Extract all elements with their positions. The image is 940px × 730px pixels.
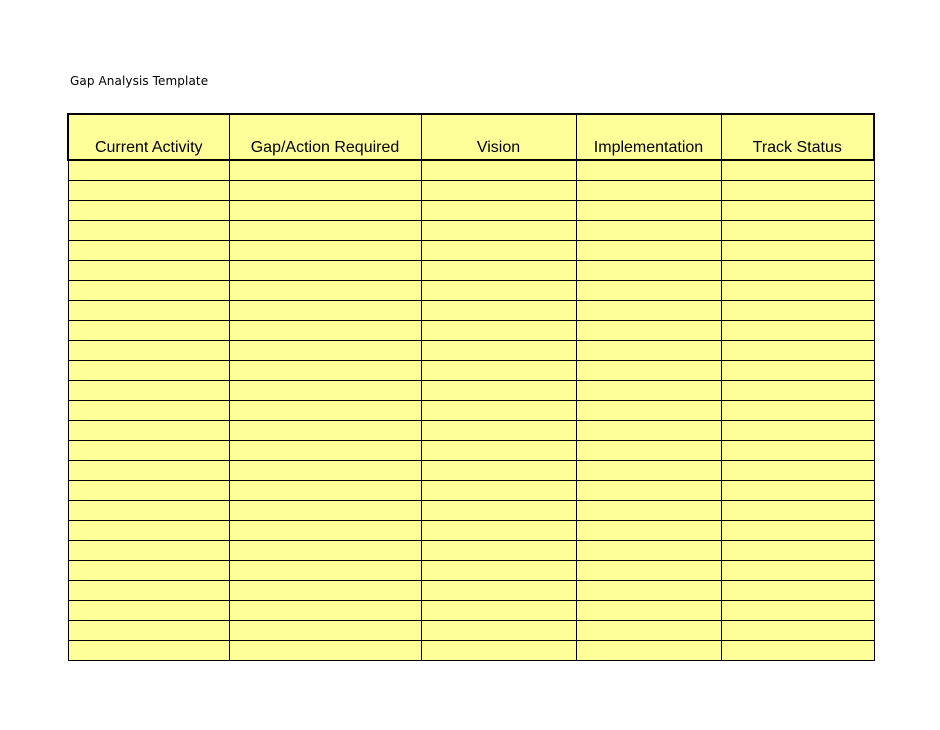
table-cell[interactable] [721, 201, 874, 221]
table-cell[interactable] [421, 501, 576, 521]
table-cell[interactable] [576, 461, 721, 481]
table-cell[interactable] [68, 241, 229, 261]
column-header-current-activity: Current Activity [68, 114, 229, 160]
table-cell[interactable] [421, 221, 576, 241]
table-cell[interactable] [421, 281, 576, 301]
table-cell[interactable] [68, 581, 229, 601]
table-cell[interactable] [229, 160, 421, 181]
table-cell[interactable] [576, 601, 721, 621]
table-row [68, 321, 874, 341]
table-cell[interactable] [576, 261, 721, 281]
table-cell[interactable] [68, 621, 229, 641]
table-cell[interactable] [421, 301, 576, 321]
table-cell[interactable] [721, 301, 874, 321]
table-cell[interactable] [421, 601, 576, 621]
table-cell[interactable] [421, 441, 576, 461]
table-row [68, 341, 874, 361]
table-cell[interactable] [721, 221, 874, 241]
column-header-implementation: Implementation [576, 114, 721, 160]
table-cell[interactable] [229, 581, 421, 601]
table-cell[interactable] [68, 341, 229, 361]
table-cell[interactable] [721, 441, 874, 461]
table-row [68, 381, 874, 401]
table-cell[interactable] [421, 241, 576, 261]
table-row [68, 241, 874, 261]
table-cell[interactable] [721, 381, 874, 401]
table-cell[interactable] [576, 641, 721, 661]
table-cell[interactable] [721, 521, 874, 541]
table-row [68, 160, 874, 181]
header-row [68, 114, 874, 160]
table-cell[interactable] [421, 381, 576, 401]
table-cell[interactable] [576, 501, 721, 521]
table-cell[interactable] [421, 160, 576, 181]
table-cell[interactable] [68, 261, 229, 281]
table-cell[interactable] [576, 281, 721, 301]
table-cell[interactable] [421, 341, 576, 361]
table-cell[interactable] [68, 201, 229, 221]
table-cell[interactable] [421, 461, 576, 481]
table-cell[interactable] [576, 401, 721, 421]
table-row [68, 521, 874, 541]
table-cell[interactable] [229, 201, 421, 221]
table-cell[interactable] [576, 321, 721, 341]
table-row [68, 281, 874, 301]
table-cell[interactable] [68, 160, 229, 181]
table-cell[interactable] [721, 261, 874, 281]
table-cell[interactable] [721, 481, 874, 501]
table-cell[interactable] [576, 301, 721, 321]
table-cell[interactable] [421, 201, 576, 221]
table-cell[interactable] [421, 361, 576, 381]
table-cell[interactable] [68, 521, 229, 541]
table-row [68, 621, 874, 641]
table-row [68, 401, 874, 421]
table-cell[interactable] [421, 581, 576, 601]
table-cell[interactable] [576, 421, 721, 441]
table-cell[interactable] [576, 341, 721, 361]
table-cell[interactable] [721, 321, 874, 341]
table-row [68, 541, 874, 561]
table-cell[interactable] [721, 641, 874, 661]
table-cell[interactable] [576, 221, 721, 241]
table-cell[interactable] [229, 501, 421, 521]
column-header-track-status: Track Status [721, 114, 874, 160]
table-cell[interactable] [576, 481, 721, 501]
table-cell[interactable] [576, 541, 721, 561]
table-cell[interactable] [576, 561, 721, 581]
table-cell[interactable] [721, 501, 874, 521]
table-cell[interactable] [421, 541, 576, 561]
table-row [68, 361, 874, 381]
table-cell[interactable] [576, 521, 721, 541]
table-row [68, 481, 874, 501]
table-row [68, 201, 874, 221]
table-cell[interactable] [229, 221, 421, 241]
table-row [68, 441, 874, 461]
table-row [68, 561, 874, 581]
table-cell[interactable] [68, 381, 229, 401]
table-cell[interactable] [68, 561, 229, 581]
table-cell[interactable] [576, 160, 721, 181]
table-cell[interactable] [68, 301, 229, 321]
table-cell[interactable] [229, 441, 421, 461]
table-cell[interactable] [229, 421, 421, 441]
table-cell[interactable] [68, 321, 229, 341]
table-cell[interactable] [576, 381, 721, 401]
table-row [68, 641, 874, 661]
table-row [68, 261, 874, 281]
table-cell[interactable] [721, 241, 874, 261]
table-cell[interactable] [68, 361, 229, 381]
table-body [68, 160, 874, 661]
column-header-vision: Vision [421, 114, 576, 160]
table-cell[interactable] [229, 401, 421, 421]
table-cell[interactable] [229, 241, 421, 261]
table-cell[interactable] [576, 621, 721, 641]
table-cell[interactable] [421, 401, 576, 421]
table-cell[interactable] [721, 160, 874, 181]
gap-analysis-table [67, 113, 875, 661]
table-cell[interactable] [229, 461, 421, 481]
table-cell[interactable] [229, 621, 421, 641]
table-cell[interactable] [229, 641, 421, 661]
table-cell[interactable] [721, 361, 874, 381]
table-cell[interactable] [229, 561, 421, 581]
table-cell[interactable] [229, 341, 421, 361]
table-cell[interactable] [229, 481, 421, 501]
table-cell[interactable] [421, 641, 576, 661]
table-cell[interactable] [721, 461, 874, 481]
table-cell[interactable] [229, 541, 421, 561]
table-cell[interactable] [576, 241, 721, 261]
table-cell[interactable] [721, 401, 874, 421]
table-cell[interactable] [721, 281, 874, 301]
table-cell[interactable] [576, 441, 721, 461]
table-cell[interactable] [421, 421, 576, 441]
table-cell[interactable] [68, 501, 229, 521]
table-cell[interactable] [68, 181, 229, 201]
table-cell[interactable] [68, 481, 229, 501]
table-cell[interactable] [421, 181, 576, 201]
table-cell[interactable] [721, 421, 874, 441]
table-row [68, 581, 874, 601]
table-cell[interactable] [68, 441, 229, 461]
page-title: Gap Analysis Template [70, 74, 209, 88]
table-cell[interactable] [721, 561, 874, 581]
table-cell[interactable] [721, 601, 874, 621]
table-row [68, 501, 874, 521]
table-cell[interactable] [68, 401, 229, 421]
table-cell[interactable] [68, 641, 229, 661]
table-cell[interactable] [68, 461, 229, 481]
table-row [68, 181, 874, 201]
table-cell[interactable] [229, 361, 421, 381]
table-cell[interactable] [721, 541, 874, 561]
table-cell[interactable] [576, 361, 721, 381]
table-cell[interactable] [576, 201, 721, 221]
table-cell[interactable] [421, 261, 576, 281]
table-row [68, 301, 874, 321]
table-cell[interactable] [421, 321, 576, 341]
table-cell[interactable] [421, 521, 576, 541]
table-cell[interactable] [721, 181, 874, 201]
table-cell[interactable] [68, 281, 229, 301]
table-row [68, 221, 874, 241]
column-header-gap-action-required: Gap/Action Required [229, 114, 421, 160]
table-cell[interactable] [421, 561, 576, 581]
table-cell[interactable] [229, 281, 421, 301]
table-cell[interactable] [229, 601, 421, 621]
table-cell[interactable] [576, 181, 721, 201]
table-cell[interactable] [421, 621, 576, 641]
table-cell[interactable] [721, 581, 874, 601]
table-cell[interactable] [421, 481, 576, 501]
table-cell[interactable] [229, 261, 421, 281]
table-cell[interactable] [576, 581, 721, 601]
table-cell[interactable] [721, 341, 874, 361]
table-cell[interactable] [721, 621, 874, 641]
table-cell[interactable] [229, 301, 421, 321]
table-cell[interactable] [68, 601, 229, 621]
table-row [68, 601, 874, 621]
table-row [68, 461, 874, 481]
table-cell[interactable] [229, 181, 421, 201]
table-cell[interactable] [229, 321, 421, 341]
table-cell[interactable] [68, 421, 229, 441]
table-cell[interactable] [68, 541, 229, 561]
table-cell[interactable] [229, 381, 421, 401]
table-cell[interactable] [68, 221, 229, 241]
table-row [68, 421, 874, 441]
table-cell[interactable] [229, 521, 421, 541]
